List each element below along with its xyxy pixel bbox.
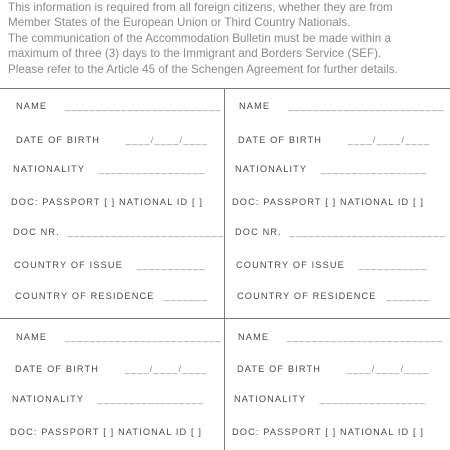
nationality-blank: _________________ (98, 164, 206, 174)
nationality-blank: _________________ (97, 394, 205, 404)
intro-line: Member States of the European Union or Third Country Nationals. (8, 16, 351, 30)
country-of-issue-blank: ___________ (358, 260, 428, 270)
dob-blank: ____/____/____ (124, 364, 208, 374)
dob-blank: ____/____/____ (347, 135, 431, 145)
country-of-residence-label: COUNTRY OF RESIDENCE (15, 291, 155, 301)
dob-blank: ____/____/____ (125, 135, 209, 145)
dob-label: DATE OF BIRTH (15, 364, 100, 374)
dob-field[interactable] (16, 134, 208, 146)
country-of-residence-label: COUNTRY OF RESIDENCE (237, 291, 377, 301)
country-of-issue-blank: ___________ (136, 260, 206, 270)
dob-label: DATE OF BIRTH (238, 135, 323, 145)
doc-number-blank: _________________________ (67, 227, 225, 237)
name-blank: _________________________ (286, 332, 444, 342)
name-blank: _________________________ (64, 332, 222, 342)
doc-number-blank: _________________________ (289, 227, 447, 237)
doc-type-field[interactable] (232, 426, 424, 438)
doc-type-label: DOC: PASSPORT [ ] NATIONAL ID [ ] (232, 197, 425, 207)
name-label: NAME (238, 332, 270, 342)
dob-field[interactable] (15, 363, 207, 375)
divider-vertical (224, 88, 225, 450)
dob-label: DATE OF BIRTH (16, 135, 101, 145)
doc-type-label: DOC: PASSPORT [ ] NATIONAL ID [ ] (11, 197, 204, 207)
nationality-label: NATIONALITY (235, 164, 308, 174)
name-label: NAME (16, 101, 48, 111)
country-of-issue-field[interactable] (236, 259, 428, 271)
name-field[interactable] (16, 331, 221, 343)
doc-number-label: DOC NR. (235, 227, 282, 237)
doc-number-field[interactable] (235, 226, 446, 238)
name-field[interactable] (238, 331, 443, 343)
country-of-residence-field[interactable] (237, 290, 430, 302)
name-blank: _________________________ (64, 101, 222, 111)
name-label: NAME (239, 101, 271, 111)
nationality-blank: _________________ (319, 394, 427, 404)
doc-number-field[interactable] (13, 226, 224, 238)
intro-line: The communication of the Accommodation Bulletin must be made within a (8, 31, 392, 45)
doc-number-label: DOC NR. (13, 227, 60, 237)
country-of-issue-field[interactable] (14, 259, 206, 271)
name-label: NAME (16, 332, 48, 342)
doc-type-field[interactable] (232, 196, 424, 208)
country-of-residence-blank: _______ (164, 291, 209, 301)
nationality-label: NATIONALITY (12, 394, 85, 404)
doc-type-label: DOC: PASSPORT [ ] NATIONAL ID [ ] (232, 427, 425, 437)
dob-field[interactable] (237, 363, 429, 375)
name-field[interactable] (16, 100, 221, 112)
doc-type-field[interactable] (10, 426, 202, 438)
country-of-residence-blank: _______ (386, 291, 431, 301)
intro-line: This information is required from all foreign citizens, whether they are from (8, 1, 393, 14)
country-of-residence-field[interactable] (15, 290, 208, 302)
name-blank: _________________________ (287, 101, 445, 111)
name-field[interactable] (239, 100, 444, 112)
dob-field[interactable] (238, 134, 430, 146)
nationality-blank: _________________ (320, 164, 428, 174)
divider-middle (0, 318, 450, 319)
dob-blank: ____/____/____ (346, 364, 430, 374)
nationality-label: NATIONALITY (13, 164, 86, 174)
nationality-field[interactable] (235, 163, 427, 175)
nationality-field[interactable] (13, 163, 205, 175)
country-of-issue-label: COUNTRY OF ISSUE (14, 260, 123, 270)
doc-type-label: DOC: PASSPORT [ ] NATIONAL ID [ ] (10, 427, 203, 437)
intro-line: Please refer to the Article 45 of the Schengen Agreement for further details. (8, 62, 398, 76)
nationality-field[interactable] (234, 393, 426, 405)
dob-label: DATE OF BIRTH (237, 364, 322, 374)
country-of-issue-label: COUNTRY OF ISSUE (236, 260, 345, 270)
nationality-label: NATIONALITY (234, 394, 307, 404)
doc-type-field[interactable] (11, 196, 203, 208)
intro-text (8, 0, 448, 77)
divider-top (0, 88, 450, 89)
nationality-field[interactable] (12, 393, 204, 405)
intro-line: maximum of three (3) days to the Immigrant and Borders Service (SEF). (8, 47, 382, 61)
